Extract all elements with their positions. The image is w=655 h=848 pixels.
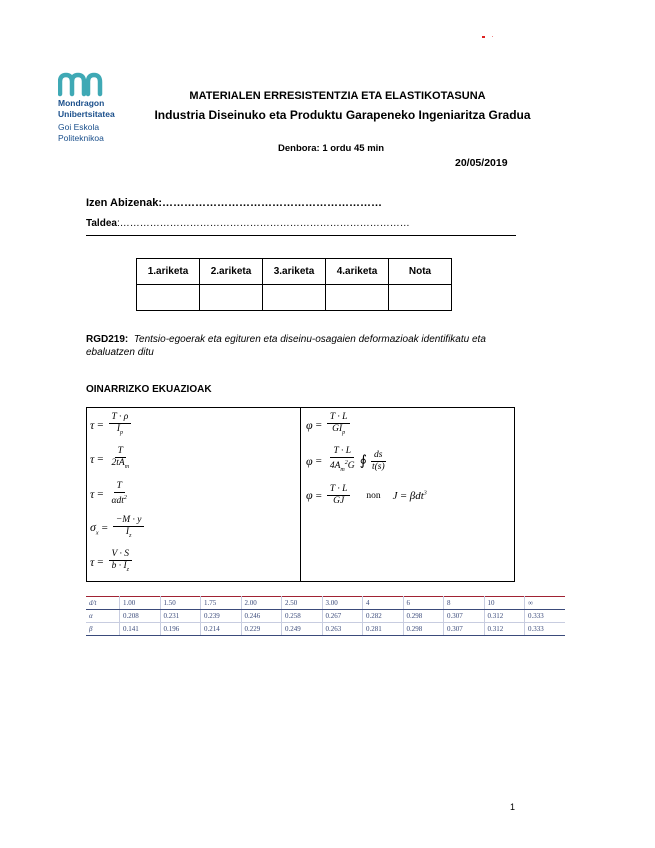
cell: 6 [403,597,444,610]
cell: 0.312 [484,623,525,636]
table-row [86,623,565,636]
divider-line [86,235,516,236]
logo-line-3: Goi Eskola [58,122,100,132]
group-field[interactable] [86,218,410,229]
logo-line-2: Unibertsitatea [58,108,115,119]
cell: 0.298 [403,623,444,636]
score-cell-4[interactable] [326,285,389,311]
cell: 0.196 [160,623,201,636]
equations-divider [300,407,301,582]
cell: 0.333 [525,623,565,636]
score-cell-1[interactable] [137,285,200,311]
cell: 8 [444,597,485,610]
degree-title: Industria Diseinuko eta Produktu Garapeneko Ingeniaritza Gradua [154,108,531,122]
cell: 0.229 [241,623,282,636]
name-dots: …………………………………………………… [162,197,382,209]
name-field[interactable] [86,197,382,209]
cell: 0.246 [241,610,282,623]
exam-date: 20/05/2019 [455,157,508,169]
cell: 0.239 [201,610,242,623]
logo-line-1: Mondragon [58,98,105,108]
score-header-2: 2.ariketa [200,259,263,285]
exam-duration: Denbora: 1 ordu 45 min [278,143,385,154]
cell: 0.258 [282,610,323,623]
logo-line-4: Politeknikoa [58,132,104,143]
cell: 1.00 [120,597,161,610]
cell: 0.298 [403,610,444,623]
cell: ∞ [525,597,565,610]
cell: 0.267 [322,610,363,623]
course-title: MATERIALEN ERRESISTENTZIA ETA ELASTIKOTASUNA [189,90,486,102]
cell: 0.208 [120,610,161,623]
cell: 0.333 [525,610,565,623]
score-header-3: 3.ariketa [263,259,326,285]
score-header-4: 4.ariketa [326,259,389,285]
learning-outcome [86,333,522,359]
cell: 2.50 [282,597,323,610]
equations-title: OINARRIZKO EKUAZIOAK [86,384,212,395]
cell: 0.249 [282,623,323,636]
cell: 10 [484,597,525,610]
eq-tau-shear: τ = $\frac{V \cdot S}{b \cdot I_z}$ [90,549,134,576]
cell: 2.00 [241,597,282,610]
cell: 1.50 [160,597,201,610]
table-row [86,597,565,610]
torsion-coefficient-table [86,596,565,636]
red-mark-small [492,36,493,37]
eq-phi-rect: φ = $\frac{T \cdot L}{GJ}$ non J = βdt$^3$ [306,484,427,506]
eq-tau-polar: τ = $\frac{T \cdot \rho}{I_p}$ [90,412,133,439]
score-header-1: 1.ariketa [137,259,200,285]
cell: 0.263 [322,623,363,636]
eq-tau-thin-wall: τ = $\frac{T}{2tA_m}$ [90,446,130,470]
cell: 1.75 [201,597,242,610]
row-label-beta: β [86,623,120,636]
group-dots: :…………………………………………………………………………… [116,218,410,229]
eq-phi-thin-wall: φ = $\frac{T \cdot L}{4A_m^2G}$ ∮ $\frac{ds}{t(s)}$ [306,446,385,474]
page-number: 1 [510,802,516,812]
name-label: Izen Abizenak: [86,197,162,209]
eq-sigma-bending: $\sigma_x$ = $\frac{-M \cdot y}{I_z}$ [90,515,146,542]
score-table [136,258,452,311]
outcome-text: Tentsio-egoerak eta egituren eta diseinu-osagaien deformazioak identifikatu eta ebaluatzen ditu [86,334,486,358]
group-label: Taldea [86,218,117,229]
cell: 0.231 [160,610,201,623]
cell: 0.312 [484,610,525,623]
row-label-alpha: α [86,610,120,623]
outcome-code: RGD219: [86,334,129,345]
score-cell-2[interactable] [200,285,263,311]
cell: 4 [363,597,404,610]
eq-tau-rect: τ = $\frac{T}{\alpha dt^2}$ [90,481,127,507]
row-label-dt: d/t [86,597,120,610]
cell: 0.282 [363,610,404,623]
score-cell-3[interactable] [263,285,326,311]
cell: 0.307 [444,623,485,636]
red-mark [482,36,485,38]
score-header-nota: Nota [389,259,452,285]
table-row [86,610,565,623]
eq-phi-polar: φ = $\frac{T \cdot L}{GI_p}$ [306,412,352,439]
cell: 0.214 [201,623,242,636]
cell: 0.281 [363,623,404,636]
cell: 0.307 [444,610,485,623]
cell: 3.00 [322,597,363,610]
score-cell-nota[interactable] [389,285,452,311]
cell: 0.141 [120,623,161,636]
non-word: non [366,490,381,501]
